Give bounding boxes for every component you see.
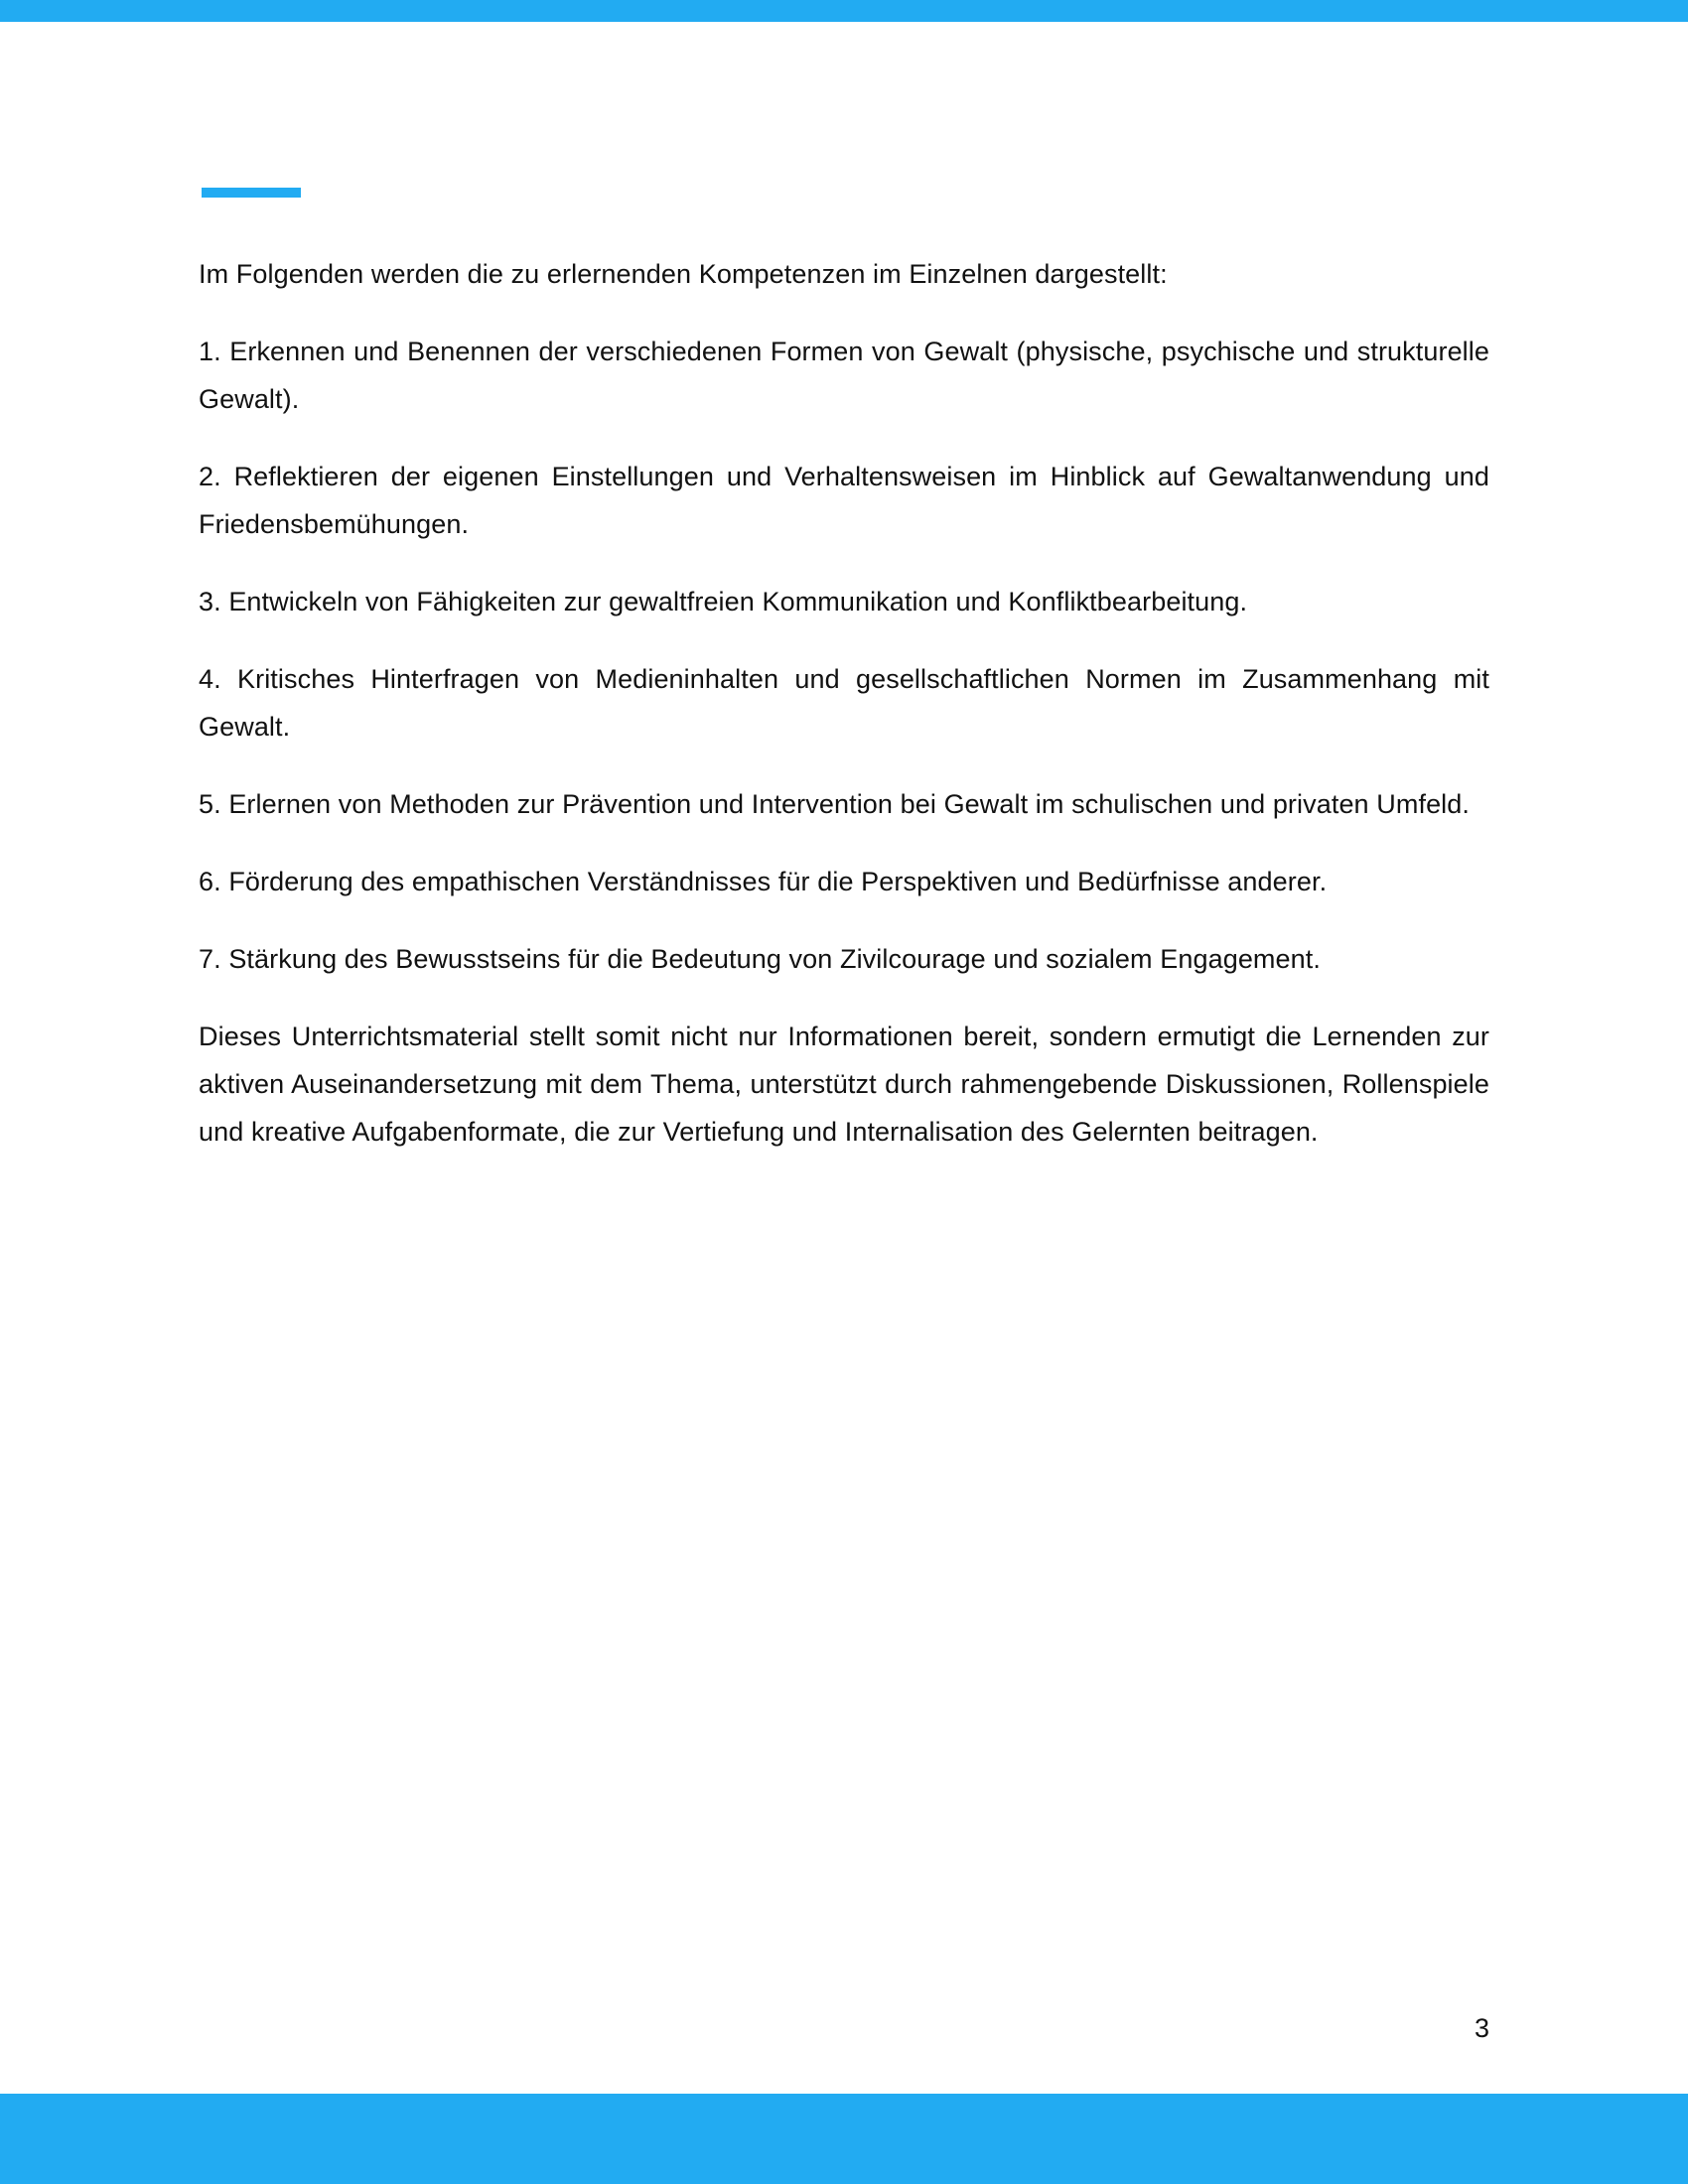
competency-item-7: 7. Stärkung des Bewusstseins für die Bedeutung von Zivilcourage und sozialem Engagement. [199, 944, 1321, 974]
competency-item-1: 1. Erkennen und Benennen der verschiedenen Formen von Gewalt (physische, psychische und strukturelle Gewalt). [199, 337, 1489, 414]
page-number: 3 [1474, 2013, 1489, 2043]
bottom-accent-bar [0, 2094, 1688, 2184]
top-accent-bar [0, 0, 1688, 22]
competency-item-3: 3. Entwickeln von Fähigkeiten zur gewaltfreien Kommunikation und Konfliktbearbeitung. [199, 587, 1248, 616]
document-body [199, 250, 1489, 1156]
competency-item-5: 5. Erlernen von Methoden zur Prävention und Intervention bei Gewalt im schulischen und privaten Umfeld. [199, 789, 1470, 819]
closing-paragraph: Dieses Unterrichtsmaterial stellt somit nicht nur Informationen bereit, sondern ermutigt die Lernenden zur aktiven Auseinandersetzung mit dem Thema, unterstützt durch rahmengebende Diskussionen, Rollenspiele und kreative Aufgabenformate, die zur Vertiefung und Internalisation des Gelernten beitragen. [199, 1022, 1489, 1147]
intro-paragraph: Im Folgenden werden die zu erlernenden Kompetenzen im Einzelnen dargestellt: [199, 259, 1168, 289]
section-accent-rule [202, 188, 301, 198]
competency-item-2: 2. Reflektieren der eigenen Einstellungen und Verhaltensweisen im Hinblick auf Gewaltanwendung und Friedensbemühungen. [199, 462, 1489, 539]
competency-item-6: 6. Förderung des empathischen Verständnisses für die Perspektiven und Bedürfnisse anderer. [199, 867, 1328, 896]
competency-item-4: 4. Kritisches Hinterfragen von Medieninhalten und gesellschaftlichen Normen im Zusammenhang mit Gewalt. [199, 664, 1489, 742]
